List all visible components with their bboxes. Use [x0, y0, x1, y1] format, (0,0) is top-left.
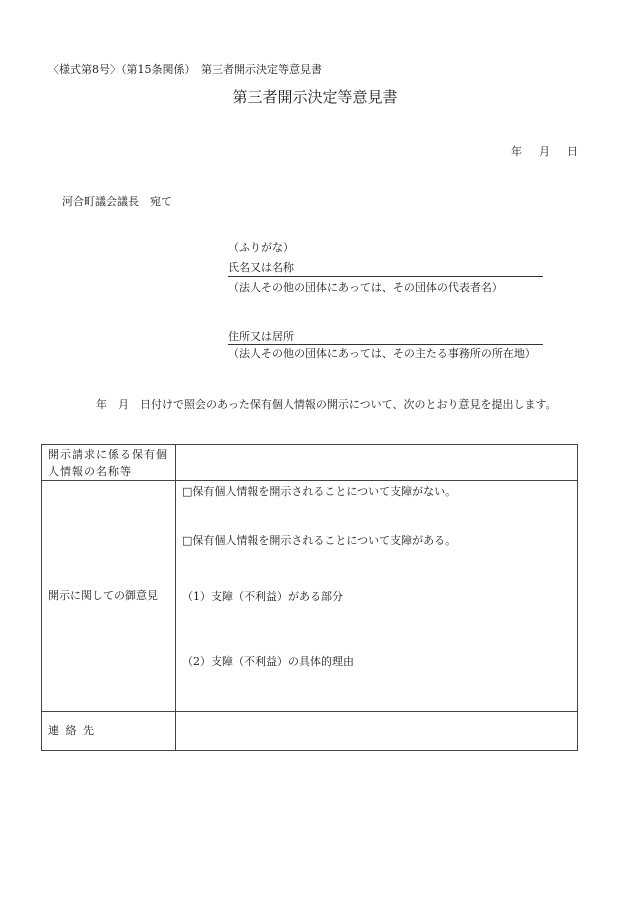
table-row [42, 712, 578, 751]
opinion-content-cell [176, 481, 578, 712]
opinion-table [41, 444, 578, 751]
option-hindrance: □保有個人情報を開示されることについて支障がある。 [182, 534, 457, 547]
name-label: 氏名又は名称 [228, 261, 294, 274]
info-name-value-cell [176, 445, 578, 481]
item-hindrance-part: （1）支障（不利益）がある部分 [182, 590, 343, 603]
contact-label: 連 絡 先 [48, 724, 96, 737]
table-row [42, 481, 578, 712]
statement: 年 月 日付けで照会のあった保有個人情報の開示について、次のとおり意見を提出します。 [96, 398, 557, 411]
table-row [42, 445, 578, 481]
name-note: （法人その他の団体にあっては、その団体の代表者名） [228, 281, 503, 294]
opinion-content [176, 481, 577, 711]
info-name-label: 開示請求に係る保有個人情報の名称等 [48, 447, 168, 478]
name-underline [228, 276, 543, 277]
info-name-label-cell [42, 445, 176, 481]
item-hindrance-reason: （2）支障（不利益）の具体的理由 [182, 655, 354, 668]
addressee: 河合町議会議長 宛て [62, 195, 172, 208]
furigana-label: （ふりがな） [228, 241, 294, 254]
address-note: （法人その他の団体にあっては、その主たる事務所の所在地） [228, 347, 536, 360]
form-reference: 〈様式第8号〉（第15条関係） 第三者開示決定等意見書 [48, 63, 322, 76]
contact-label-cell [42, 712, 176, 751]
opinion-label-cell [42, 481, 176, 712]
address-underline [228, 344, 543, 345]
contact-value-cell [176, 712, 578, 751]
opinion-label: 開示に関しての御意見 [48, 589, 158, 602]
address-label: 住所又は居所 [228, 330, 294, 343]
option-no-hindrance: □保有個人情報を開示されることについて支障がない。 [182, 485, 457, 498]
document-title: 第三者開示決定等意見書 [232, 88, 398, 106]
date-line: 年 月 日 [511, 145, 581, 158]
